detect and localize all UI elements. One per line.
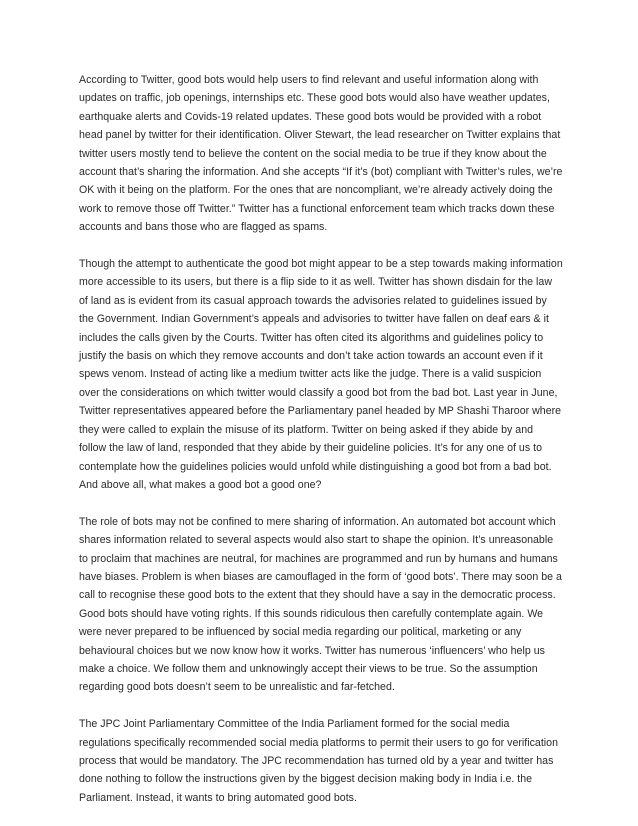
paragraph-twitter-good-bots: According to Twitter, good bots would help users to find relevant and useful information along with updates on traffic, job openings, internships etc. These good bots would also have weather updates, earthquake alerts and Covids-19 related updates. These good bots would be provided with a robot head panel by twitter for their identification. Oliver Stewart, the lead researcher on Twitter explains that twitter users mostly tend to believe the content on the social media to be true if they know about the account that’s sharing the information. And she accepts “If it’s (bot) compliant with Twitter’s rules, we’re OK with it being on the platform. For the ones that are noncompliant, we’re already actively doing the work to remove those off Twitter.” Twitter has a functional enforcement team which tracks down these accounts and bans those who are flagged as spams. — [79, 74, 563, 234]
document-body — [79, 71, 563, 807]
paragraph-jpc-recommendation: The JPC Joint Parliamentary Committee of the India Parliament formed for the social media regulations specifically recommended social media platforms to permit their users to go for verification process that would be mandatory. The JPC recommendation has turned old by a year and twitter has done nothing to follow the instructions given by the biggest decision making body in India i.e. the Parliament. Instead, it wants to bring automated good bots. — [79, 718, 559, 804]
paragraph-role-of-bots: The role of bots may not be confined to mere sharing of information. An automated bot account which shares information related to several aspects would also start to shape the opinion. It’s unreasonable to proclaim that machines are neutral, for machines are programmed and run by humans and humans have biases. Problem is when biases are camouflaged in the form of ‘good bots’. There may soon be a call to recognise these good bots to the extent that they should have a say in the democratic process. Good bots should have voting rights. If this sounds ridiculous then carefully contemplate again. We were never prepared to be influenced by social media regarding our political, marketing or any behavioural choices but we now know how it works. Twitter has numerous ‘influencers’ who help us make a choice. We follow them and unknowingly accept their views to be true. So the assumption regarding good bots doesn’t seem to be unrealistic and far-fetched. — [79, 515, 562, 694]
paragraph-authentication-flip-side: Though the attempt to authenticate the good bot might appear to be a step towards making information more accessible to its users, but there is a flip side to it as well. Twitter has shown disdain for the law of land as is evident from its casual approach towards the advisories related to guidelines issued by the Government. Indian Government’s appeals and advisories to twitter have fallen on deaf ears & it includes the calls given by the Courts. Twitter has often cited its algorithms and guidelines policy to justify the basis on which they remove accounts and don’t take action towards an account even if it spews venom. Instead of acting like a medium twitter acts like the judge. There is a valid suspicion over the considerations on which twitter would classify a good bot from the bad bot. Last year in June, Twitter representatives appeared before the Parliamentary panel headed by MP Shashi Tharoor where they were called to explain the misuse of its platform. Twitter on being asked if they abide by and follow the law of land, responded that they abide by their guideline policies. It’s for any one of us to contemplate how the guidelines policies would unfold while distinguishing a good bot from a bad bot. And above all, what makes a good bot a good one? — [79, 258, 563, 491]
